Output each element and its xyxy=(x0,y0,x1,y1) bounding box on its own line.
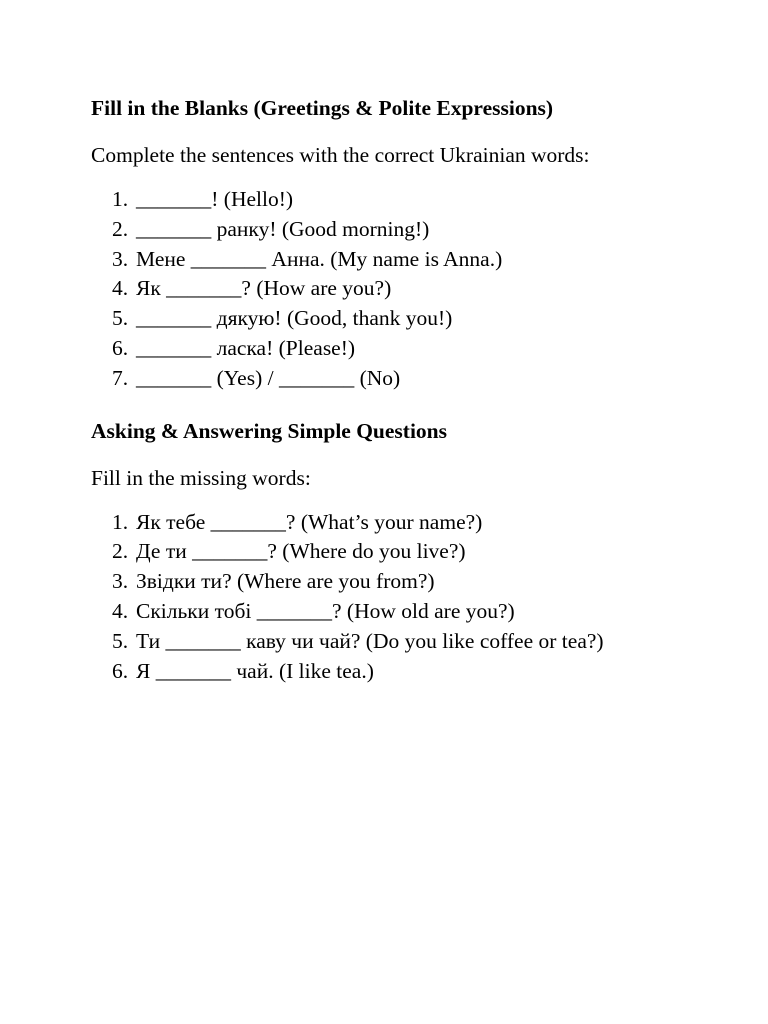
item-text: Мене _______ Анна. (My name is Anna.) xyxy=(136,246,503,271)
list-item xyxy=(91,567,636,597)
list-item xyxy=(91,508,636,538)
item-text: Скільки тобі _______? (How old are you?) xyxy=(136,598,515,623)
item-number: 4. xyxy=(112,598,129,623)
item-text: Як _______? (How are you?) xyxy=(136,276,392,301)
section-spacer xyxy=(91,394,691,416)
section-heading-questions: Asking & Answering Simple Questions xyxy=(91,418,448,443)
item-number: 6. xyxy=(112,335,129,360)
instruction-questions: Fill in the missing words: xyxy=(91,465,311,490)
list-item xyxy=(91,304,636,334)
list-item xyxy=(91,185,636,215)
list-item xyxy=(91,215,636,245)
question-list-questions xyxy=(91,508,691,687)
item-text: _______ дякую! (Good, thank you!) xyxy=(136,306,453,331)
item-number: 2. xyxy=(112,216,129,241)
item-text: Я _______ чай. (I like tea.) xyxy=(136,658,374,683)
list-item xyxy=(91,274,636,304)
item-text: Де ти _______? (Where do you live?) xyxy=(136,539,466,564)
item-number: 3. xyxy=(112,569,129,594)
item-number: 3. xyxy=(112,246,129,271)
item-number: 5. xyxy=(112,306,129,331)
item-number: 5. xyxy=(112,628,129,653)
document-page xyxy=(91,93,691,686)
list-item xyxy=(91,627,636,657)
section-heading-greetings: Fill in the Blanks (Greetings & Polite Expressions) xyxy=(91,96,554,120)
item-number: 1. xyxy=(112,187,129,211)
list-item xyxy=(91,334,636,364)
item-number: 7. xyxy=(112,365,129,390)
list-item xyxy=(91,364,636,394)
list-item xyxy=(91,245,636,275)
item-text: _______! (Hello!) xyxy=(136,187,294,211)
item-text: Як тебе _______? (What’s your name?) xyxy=(136,509,483,534)
item-number: 6. xyxy=(112,658,129,683)
item-text: _______ ласка! (Please!) xyxy=(136,335,356,360)
item-number: 1. xyxy=(112,509,129,534)
item-number: 2. xyxy=(112,539,129,564)
item-text: _______ (Yes) / _______ (No) xyxy=(136,365,401,390)
item-text: Звідки ти? (Where are you from?) xyxy=(136,569,435,594)
list-item xyxy=(91,657,636,687)
list-item xyxy=(91,597,636,627)
instruction-greetings: Complete the sentences with the correct Ukrainian words: xyxy=(91,143,590,167)
item-number: 4. xyxy=(112,276,129,301)
question-list-greetings xyxy=(91,185,691,394)
item-text: Ти _______ каву чи чай? (Do you like coffee or tea?) xyxy=(136,628,604,653)
item-text: _______ ранку! (Good morning!) xyxy=(136,216,430,241)
list-item xyxy=(91,537,636,567)
